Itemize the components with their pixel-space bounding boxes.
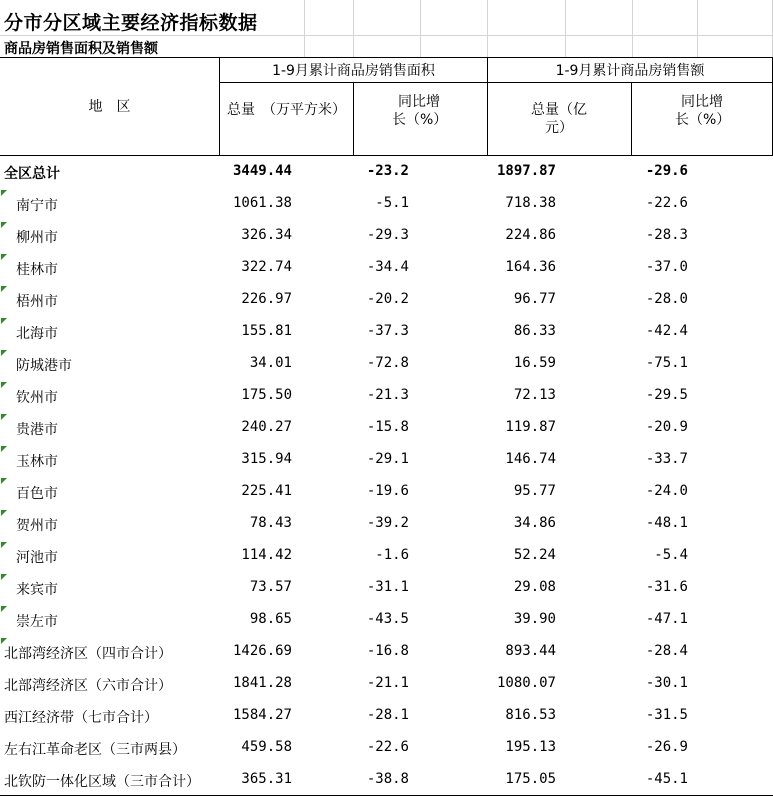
cell-marker-icon xyxy=(1,478,7,484)
table-row[interactable] xyxy=(0,733,773,765)
region-cell: 玉林市 xyxy=(16,454,58,470)
area-yoy-cell: -15.8 xyxy=(366,419,409,435)
cell-marker-icon xyxy=(1,286,7,292)
sales-total-cell: 72.13 xyxy=(513,387,556,403)
area-total-cell: 1061.38 xyxy=(232,195,292,211)
region-cell: 北部湾经济区（四市合计） xyxy=(4,646,172,662)
sales-yoy-cell: -75.1 xyxy=(645,355,688,371)
sales-yoy-cell: -33.7 xyxy=(645,451,688,467)
header-group-sales: 1-9月累计商品房销售额 xyxy=(555,63,705,79)
area-yoy-cell: -28.1 xyxy=(366,707,409,723)
region-cell: 西江经济带（七市合计） xyxy=(4,710,158,726)
area-yoy-cell: -20.2 xyxy=(366,291,409,307)
sales-total-cell: 175.05 xyxy=(505,771,556,787)
gridline xyxy=(353,0,354,58)
table-row[interactable] xyxy=(0,765,773,797)
sales-total-cell: 96.77 xyxy=(513,291,556,307)
cell-marker-icon xyxy=(1,222,7,228)
sales-yoy-cell: -45.1 xyxy=(645,771,688,787)
table-row[interactable] xyxy=(0,541,773,573)
sales-total-cell: 195.13 xyxy=(505,739,556,755)
sales-yoy-cell: -29.5 xyxy=(645,387,688,403)
sales-total-cell: 893.44 xyxy=(505,643,556,659)
sales-yoy-cell: -47.1 xyxy=(645,611,688,627)
header-divider xyxy=(631,82,632,156)
table-row[interactable] xyxy=(0,637,773,669)
sales-yoy-cell: -26.9 xyxy=(645,739,688,755)
area-total-cell: 98.65 xyxy=(249,611,292,627)
region-cell: 桂林市 xyxy=(16,262,58,278)
area-yoy-cell: -19.6 xyxy=(366,483,409,499)
area-total-cell: 78.43 xyxy=(249,515,292,531)
region-cell: 来宾市 xyxy=(16,582,58,598)
region-cell: 全区总计 xyxy=(4,166,60,182)
sales-total-cell: 718.38 xyxy=(505,195,556,211)
area-total-cell: 459.58 xyxy=(241,739,292,755)
header-mid-border xyxy=(219,82,773,83)
table-row[interactable] xyxy=(0,573,773,605)
area-yoy-cell: -21.3 xyxy=(366,387,409,403)
cell-marker-icon xyxy=(1,350,7,356)
sales-total-cell: 146.74 xyxy=(505,451,556,467)
sales-total-cell: 29.08 xyxy=(513,579,556,595)
header-group-area: 1-9月累计商品房销售面积 xyxy=(272,63,435,79)
table-row[interactable] xyxy=(0,349,773,381)
region-cell: 北钦防一体化区域（三市合计） xyxy=(4,774,200,790)
sales-total-cell: 1897.87 xyxy=(496,163,556,179)
sales-total-cell: 95.77 xyxy=(513,483,556,499)
table-row[interactable] xyxy=(0,509,773,541)
sales-total-cell: 39.90 xyxy=(513,611,556,627)
table-subtitle: 商品房销售面积及销售额 xyxy=(4,41,158,57)
area-yoy-cell: -34.4 xyxy=(366,259,409,275)
region-cell: 柳州市 xyxy=(16,230,58,246)
sales-yoy-cell: -48.1 xyxy=(645,515,688,531)
area-total-cell: 322.74 xyxy=(241,259,292,275)
table-row[interactable] xyxy=(0,381,773,413)
area-yoy-cell: -43.5 xyxy=(366,611,409,627)
sales-total-cell: 16.59 xyxy=(513,355,556,371)
region-cell: 贵港市 xyxy=(16,422,58,438)
cell-marker-icon xyxy=(1,190,7,196)
sales-total-cell: 164.36 xyxy=(505,259,556,275)
table-row[interactable] xyxy=(0,701,773,733)
table-row[interactable] xyxy=(0,285,773,317)
area-total-cell: 1426.69 xyxy=(232,643,292,659)
cell-marker-icon xyxy=(1,542,7,548)
area-yoy-cell: -5.1 xyxy=(375,195,409,211)
table-row[interactable] xyxy=(0,669,773,701)
cell-marker-icon xyxy=(1,414,7,420)
area-total-cell: 175.50 xyxy=(241,387,292,403)
cell-marker-icon xyxy=(1,574,7,580)
header-sales-yoy: 同比增长（%） xyxy=(675,94,731,128)
sales-yoy-cell: -20.9 xyxy=(645,419,688,435)
gridline xyxy=(697,0,698,58)
area-total-cell: 326.34 xyxy=(241,227,292,243)
area-yoy-cell: -22.6 xyxy=(366,739,409,755)
sales-yoy-cell: -22.6 xyxy=(645,195,688,211)
cell-marker-icon xyxy=(1,382,7,388)
area-yoy-cell: -37.3 xyxy=(366,323,409,339)
area-yoy-cell: -16.8 xyxy=(366,643,409,659)
header-divider xyxy=(353,82,354,156)
table-row[interactable] xyxy=(0,445,773,477)
sales-yoy-cell: -28.0 xyxy=(645,291,688,307)
area-total-cell: 114.42 xyxy=(241,547,292,563)
header-bottom-border xyxy=(0,155,773,156)
area-total-cell: 34.01 xyxy=(249,355,292,371)
sheet-title: 分市分区域主要经济指标数据 xyxy=(4,12,258,34)
sales-total-cell: 224.86 xyxy=(505,227,556,243)
table-row[interactable] xyxy=(0,189,773,221)
sales-total-cell: 816.53 xyxy=(505,707,556,723)
header-sales-total: 总量（亿元） xyxy=(531,102,587,136)
cell-marker-icon xyxy=(1,606,7,612)
area-total-cell: 73.57 xyxy=(249,579,292,595)
gridline xyxy=(420,0,421,58)
area-total-cell: 226.97 xyxy=(241,291,292,307)
region-cell: 左右江革命老区（三市两县） xyxy=(4,742,186,758)
region-cell: 梧州市 xyxy=(16,294,58,310)
sales-total-cell: 86.33 xyxy=(513,323,556,339)
sales-yoy-cell: -37.0 xyxy=(645,259,688,275)
area-yoy-cell: -72.8 xyxy=(366,355,409,371)
sales-yoy-cell: -29.6 xyxy=(645,163,688,179)
region-cell: 北部湾经济区（六市合计） xyxy=(4,678,172,694)
area-total-cell: 315.94 xyxy=(241,451,292,467)
sales-yoy-cell: -28.3 xyxy=(645,227,688,243)
area-total-cell: 155.81 xyxy=(241,323,292,339)
table-row[interactable] xyxy=(0,221,773,253)
sales-yoy-cell: -5.4 xyxy=(654,547,688,563)
sales-yoy-cell: -31.5 xyxy=(645,707,688,723)
table-row[interactable] xyxy=(0,413,773,445)
region-cell: 北海市 xyxy=(16,326,58,342)
table-row[interactable] xyxy=(0,317,773,349)
table-row[interactable] xyxy=(0,477,773,509)
sales-yoy-cell: -24.0 xyxy=(645,483,688,499)
gridline xyxy=(565,0,566,58)
cell-marker-icon xyxy=(1,318,7,324)
sales-total-cell: 119.87 xyxy=(505,419,556,435)
header-area-yoy: 同比增长（%） xyxy=(392,94,448,128)
sales-total-cell: 52.24 xyxy=(513,547,556,563)
header-area-total: 总量 （万平方米） xyxy=(227,102,346,118)
area-total-cell: 365.31 xyxy=(241,771,292,787)
region-cell: 崇左市 xyxy=(16,614,58,630)
cell-marker-icon xyxy=(1,446,7,452)
region-cell: 钦州市 xyxy=(16,390,58,406)
sales-total-cell: 34.86 xyxy=(513,515,556,531)
cell-marker-icon xyxy=(1,254,7,260)
area-yoy-cell: -21.1 xyxy=(366,675,409,691)
sales-yoy-cell: -30.1 xyxy=(645,675,688,691)
sales-yoy-cell: -31.6 xyxy=(645,579,688,595)
header-top-border xyxy=(0,57,773,58)
region-cell: 贺州市 xyxy=(16,518,58,534)
area-yoy-cell: -39.2 xyxy=(366,515,409,531)
gridline xyxy=(304,0,305,58)
region-cell: 百色市 xyxy=(16,486,58,502)
sales-yoy-cell: -28.4 xyxy=(645,643,688,659)
area-total-cell: 1584.27 xyxy=(232,707,292,723)
table-row[interactable] xyxy=(0,605,773,637)
area-yoy-cell: -38.8 xyxy=(366,771,409,787)
table-row[interactable] xyxy=(0,253,773,285)
table-row[interactable] xyxy=(0,157,773,189)
header-region: 地 区 xyxy=(88,99,131,115)
area-yoy-cell: -1.6 xyxy=(375,547,409,563)
area-yoy-cell: -29.3 xyxy=(366,227,409,243)
area-total-cell: 1841.28 xyxy=(232,675,292,691)
area-total-cell: 240.27 xyxy=(241,419,292,435)
cell-marker-icon xyxy=(1,510,7,516)
area-yoy-cell: -31.1 xyxy=(366,579,409,595)
area-yoy-cell: -29.1 xyxy=(366,451,409,467)
table-bottom-border xyxy=(0,795,773,796)
region-cell: 防城港市 xyxy=(16,358,72,374)
gridline xyxy=(0,35,773,36)
sales-yoy-cell: -42.4 xyxy=(645,323,688,339)
area-yoy-cell: -23.2 xyxy=(366,163,409,179)
area-total-cell: 3449.44 xyxy=(232,163,292,179)
region-cell: 河池市 xyxy=(16,550,58,566)
sales-total-cell: 1080.07 xyxy=(496,675,556,691)
gridline xyxy=(487,0,488,58)
gridline xyxy=(632,0,633,58)
region-cell: 南宁市 xyxy=(16,198,58,214)
area-total-cell: 225.41 xyxy=(241,483,292,499)
